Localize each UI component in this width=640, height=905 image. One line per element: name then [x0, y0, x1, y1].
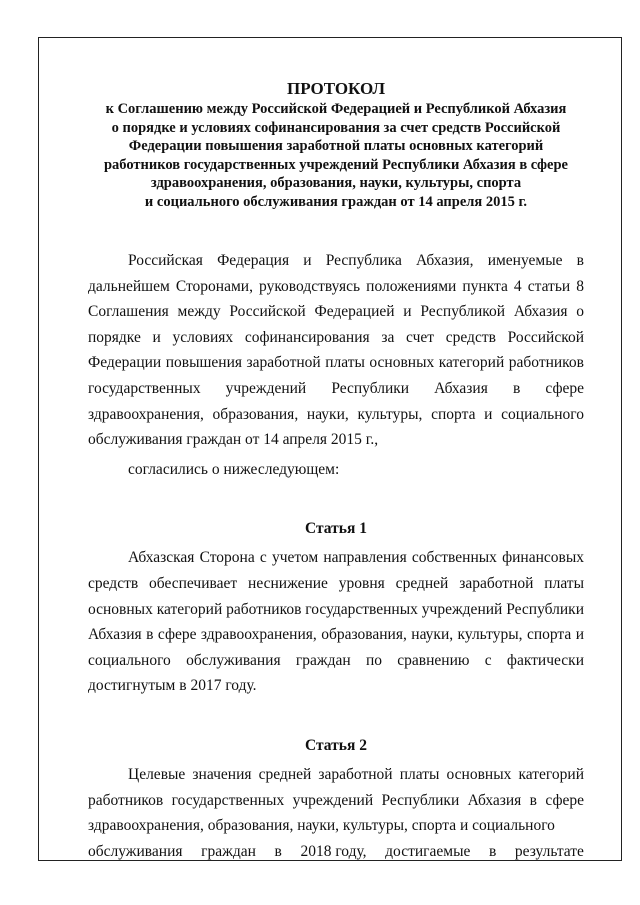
document-body — [88, 80, 584, 864]
subtitle-line: Федерации повышения заработной платы основных категорий — [128, 138, 544, 154]
word: в — [274, 842, 282, 860]
subtitle-line: к Соглашению между Российской Федерацией и Республикой Абхазия — [105, 101, 567, 117]
word: обслуживания — [88, 842, 183, 860]
article-2-text: Целевые значения средней заработной платы основных категорий работников государственных учреждений Республики Абхазия в сфере здравоохранения, образования, науки, культуры, спорта и социального — [88, 765, 584, 835]
intro-paragraph: Российская Федерация и Республика Абхазия, именуемые в дальнейшем Сторонами, руководствуясь положениями пункта 4 статьи 8 Соглашения между Российской Федерацией и Республикой Абхазия о порядке и условиях софинансирования за счет средств Российской Федерации повышения заработной платы основных категорий работников государственных учреждений Республики Абхазия в сфере здравоохранения, образования, науки, культуры, спорта и социального обслуживания граждан от 14 апреля 2015 г., — [88, 252, 584, 449]
subtitle-line: и социального обслуживания граждан от 14 апреля 2015 г. — [144, 193, 528, 210]
document-title: ПРОТОКОЛ — [286, 79, 385, 98]
subtitle-line: о порядке и условиях софинансирования за счет средств Российской — [111, 119, 561, 136]
word: 2018 году, — [300, 842, 367, 860]
article-1-title: Статья 1 — [305, 520, 367, 538]
article-2-last-line — [88, 839, 584, 865]
word: достигаемые — [385, 842, 471, 860]
document-subtitle — [88, 100, 584, 211]
article-1-text: Абхазская Сторона с учетом направления собственных финансовых средств обеспечивает неснижение уровня средней заработной платы основных категорий работников государственных учреждений Республики Абхазия в сфере здравоохранения, образования, науки, культуры, спорта и социального обслуживания граждан по сравнению с фактически достигнутым в 2017 году. — [88, 549, 584, 695]
subtitle-line: работников государственных учреждений Республики Абхазия в сфере — [103, 156, 568, 173]
word: в — [488, 842, 497, 860]
subtitle-line: здравоохранения, образования, науки, культуры, спорта — [150, 175, 522, 191]
article-2-title: Статья 2 — [305, 736, 367, 754]
word: граждан — [201, 842, 256, 860]
word: результате — [514, 842, 584, 860]
agreed-line: согласились о нижеследующем: — [128, 460, 340, 478]
